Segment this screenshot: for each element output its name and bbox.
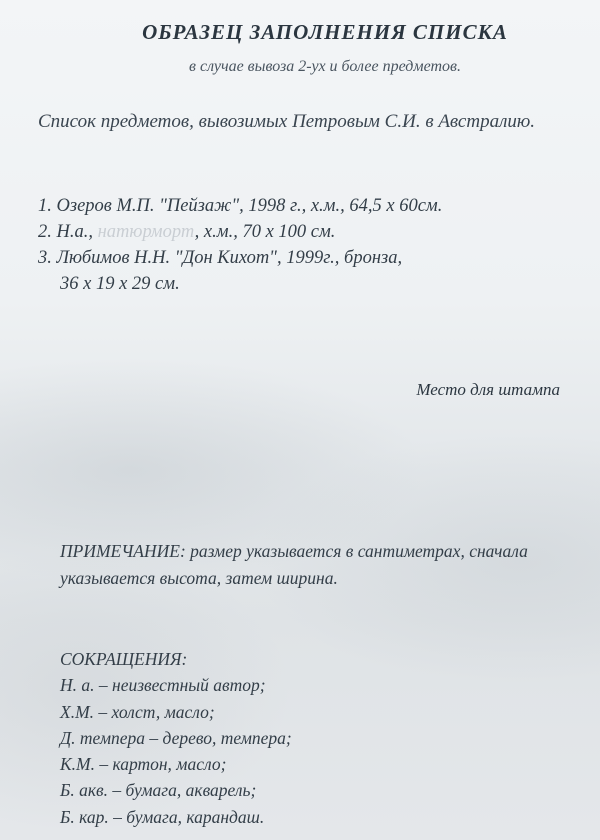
list-item-prefix: 2. Н.а., <box>38 222 98 242</box>
list-item: 1. Озеров М.П. "Пейзаж", 1998 г., х.м., 64,5 х 60см. <box>38 196 443 216</box>
list-item <box>38 219 598 245</box>
abbreviations-title: СОКРАЩЕНИЯ: <box>60 649 188 669</box>
abbreviations-section <box>60 646 580 830</box>
list-item-faded-text: натюрморт <box>97 222 195 242</box>
abbreviation-item: Х.М. – холст, масло; <box>60 701 215 722</box>
abbreviation-item: Д. темпера – дерево, темпера; <box>60 727 292 748</box>
list-item-continuation: 36 х 19 х 29 см. <box>60 274 180 294</box>
items-list <box>38 193 598 297</box>
stamp-placeholder: Место для штампа <box>416 380 560 399</box>
list-intro: Список предметов, вывозимых Петровым С.И. в Австралию. <box>38 111 536 132</box>
note-text: ПРИМЕЧАНИЕ: размер указывается в сантиметрах, сначала указывается высота, затем ширина. <box>60 541 528 588</box>
abbreviation-item: Н. а. – неизвестный автор; <box>60 675 266 696</box>
document-title: ОБРАЗЕЦ ЗАПОЛНЕНИЯ СПИСКА <box>142 20 508 44</box>
list-item: 3. Любимов Н.Н. "Дон Кихот", 1999г., бронза, <box>38 248 403 268</box>
abbreviation-item: К.М. – картон, масло; <box>60 754 227 775</box>
abbreviation-item: Б. акв. – бумага, акварель; <box>60 780 257 801</box>
abbreviation-item: Б. кар. – бумага, карандаш. <box>60 806 265 827</box>
document-subtitle: в случае вывоза 2-ух и более предметов. <box>189 58 461 75</box>
list-item-suffix: , х.м., 70 х 100 см. <box>194 222 336 242</box>
